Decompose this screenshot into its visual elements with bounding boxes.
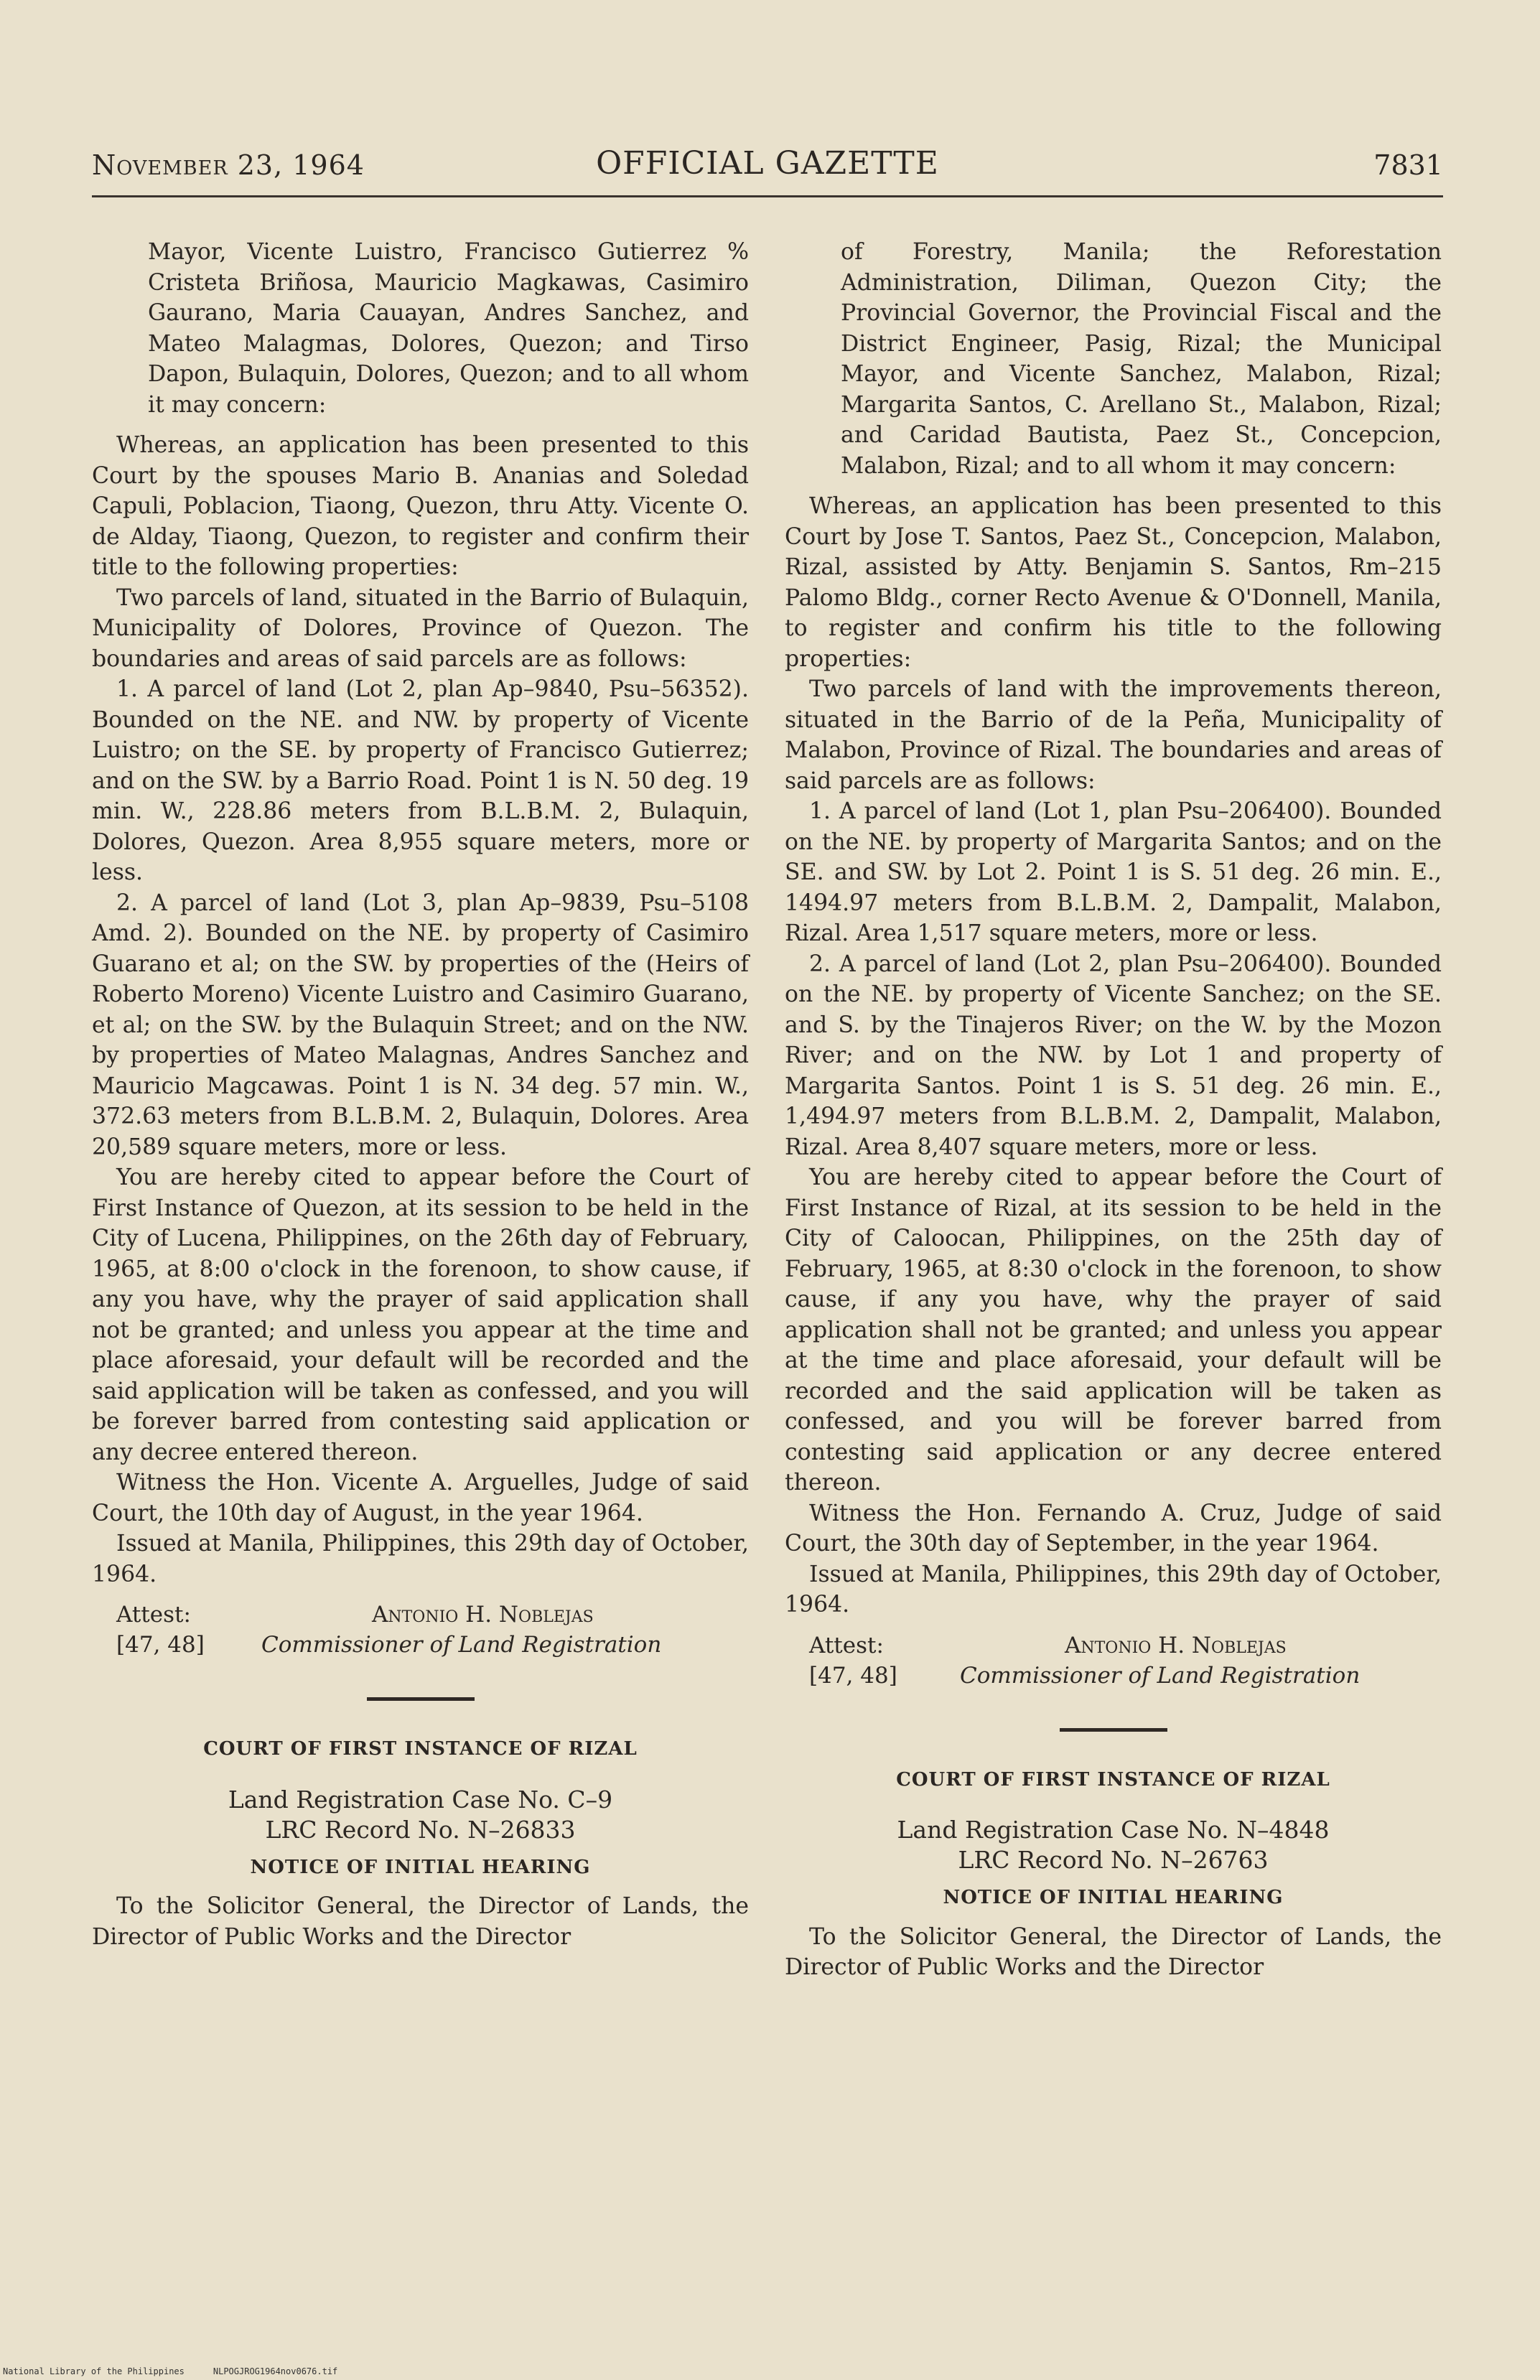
parcel-1: 1. A parcel of land (Lot 1, plan Psu–206400). Bounded on the NE. by property of Margarita Santos; and on the SE. and SW. by Lot 2. Point 1 is S. 51 deg. 26 min. E., 1494.97 meters from B.L.B.M. 2, Dampalit, Malabon, Rizal. Area 1,517 square meters, more or less. [785, 798, 1442, 946]
header-rule [92, 195, 1443, 197]
section-divider [1060, 1728, 1167, 1732]
scan-footer [3, 2366, 366, 2376]
attest-name: Antonio H. Noblejas [372, 1602, 594, 1628]
attest-label: Attest: [116, 1602, 191, 1628]
addressees: of Forestry, Manila; the Reforestation Administration, Diliman, Quezon City; the Provincial Governor, the Provincial Fiscal and the District Engineer, Pasig, Rizal; the Municipal Mayor, and Vicente Sanchez, Malabon, Rizal; Margarita Santos, C. Arellano St., Malabon, Rizal; and Caridad Bautista, Paez St., Concepcion, Malabon, Rizal; and to all whom it may concern: [841, 239, 1442, 479]
page-number: 7831 [1373, 149, 1443, 181]
issue-date: November 23, 1964 [92, 149, 365, 181]
addressees: Mayor, Vicente Luistro, Francisco Gutierrez % Cristeta Briñosa, Mauricio Magkawas, Casimiro Gaurano, Maria Cauayan, Andres Sanchez, and Mateo Malagmas, Dolores, Quezon; and Tirso Dapon, Bulaquin, Dolores, Quezon; and to all whom it may concern: [148, 239, 749, 418]
witness-paragraph: Witness the Hon. Vicente A. Arguelles, Judge of said Court, the 10th day of August, in the year 1964. [92, 1470, 749, 1526]
attest-label: Attest: [809, 1632, 884, 1658]
issue-reference: [47, 48] [116, 1632, 205, 1658]
notice-heading: NOTICE OF INITIAL HEARING [250, 1856, 591, 1878]
section-divider [367, 1697, 475, 1701]
attestation [92, 1600, 749, 1661]
addressees-intro: To the Solicitor General, the Director of Lands, the Director of Public Works and the Director [785, 1923, 1442, 1980]
parcel-2: 2. A parcel of land (Lot 3, plan Ap–9839, Psu–5108 Amd. 2). Bounded on the NE. by property of Casimiro Guarano et al; on the SW. by properties of the (Heirs of Roberto Moreno) Vicente Luistro and Casimiro Guarano, et al; on the SW. by the Bulaquin Street; and on the NW. by properties of Mateo Malagnas, Andres Sanchez and Mauricio Magcawas. Point 1 is N. 34 deg. 57 min. W., 372.63 meters from B.L.B.M. 2, Bulaquin, Dolores. Area 20,589 square meters, more or less. [92, 890, 749, 1160]
court-heading: COURT OF FIRST INSTANCE OF RIZAL [203, 1738, 638, 1760]
issued-paragraph: Issued at Manila, Philippines, this 29th day of October, 1964. [785, 1561, 1442, 1618]
page-header [92, 145, 1443, 200]
case-number: Land Registration Case No. N–4848 [897, 1816, 1330, 1844]
case-number: Land Registration Case No. C–9 [228, 1785, 613, 1814]
notice-heading: NOTICE OF INITIAL HEARING [943, 1887, 1284, 1908]
attestation [785, 1630, 1442, 1692]
footer-file: NLPOGJROG1964nov0676.tif [213, 2366, 338, 2376]
publication-title: OFFICIAL GAZETTE [596, 145, 939, 182]
lrc-record: LRC Record No. N–26763 [958, 1846, 1269, 1874]
attest-title: Commissioner of Land Registration [261, 1632, 662, 1658]
parcel-2: 2. A parcel of land (Lot 2, plan Psu–206400). Bounded on the NE. by property of Vicente Sanchez; on the SE. and S. by the Tinajeros River; on the W. by the Mozon River; and on the NW. by Lot 1 and property of Margarita Santos. Point 1 is S. 51 deg. 26 min. E., 1,494.97 meters from B.L.B.M. 2, Dampalit, Malabon, Rizal. Area 8,407 square meters, more or less. [785, 951, 1442, 1160]
left-column [92, 237, 749, 1952]
parcel-1: 1. A parcel of land (Lot 2, plan Ap–9840, Psu–56352). Bounded on the NE. and NW. by property of Vicente Luistro; on the SE. by property of Francisco Gutierrez; and on the SW. by a Barrio Road. Point 1 is N. 50 deg. 19 min. W., 228.86 meters from B.L.B.M. 2, Bulaquin, Dolores, Quezon. Area 8,955 square meters, more or less. [92, 676, 749, 885]
attest-name: Antonio H. Noblejas [1065, 1632, 1287, 1658]
lrc-record: LRC Record No. N–26833 [265, 1815, 576, 1844]
whereas-paragraph: Whereas, an application has been presented to this Court by Jose T. Santos, Paez St., Concepcion, Malabon, Rizal, assisted by Atty. Benjamin S. Santos, Rm–215 Palomo Bldg., corner Recto Avenue & O'Donnell, Manila, to register and confirm his title to the following properties: [785, 493, 1442, 672]
court-heading: COURT OF FIRST INSTANCE OF RIZAL [896, 1768, 1330, 1791]
right-column [785, 237, 1442, 1983]
parcels-intro: Two parcels of land, situated in the Barrio of Bulaquin, Municipality of Dolores, Province of Quezon. The boundaries and areas of said parcels are as follows: [92, 584, 749, 672]
citation-paragraph: You are hereby cited to appear before the Court of First Instance of Quezon, at its session to be held in the City of Lucena, Philippines, on the 26th day of February, 1965, at 8:00 o'clock in the forenoon, to show cause, if any you have, why the prayer of said application shall not be granted; and unless you appear at the time and place aforesaid, your default will be recorded and the said application will be taken as confessed, and you will be forever barred from contesting said application or any decree entered thereon. [92, 1165, 749, 1465]
addressees-intro: To the Solicitor General, the Director of Lands, the Director of Public Works and the Director [92, 1893, 749, 1950]
issue-reference: [47, 48] [809, 1662, 897, 1689]
footer-source: National Library of the Philippines [3, 2366, 185, 2376]
parcels-intro: Two parcels of land with the improvements thereon, situated in the Barrio of de la Peña, Municipality of Malabon, Province of Rizal. The boundaries and areas of said parcels are as follows: [785, 676, 1442, 794]
issued-paragraph: Issued at Manila, Philippines, this 29th day of October, 1964. [92, 1531, 749, 1587]
citation-paragraph: You are hereby cited to appear before the Court of First Instance of Rizal, at its session to be held in the City of Caloocan, Philippines, on the 25th day of February, 1965, at 8:30 o'clock in the forenoon, to show cause, if any you have, why the prayer of said application shall not be granted; and unless you appear at the time and place aforesaid, your default will be recorded and the said application will be taken as confessed, and you will be forever barred from contesting said application or any decree entered thereon. [785, 1165, 1442, 1495]
witness-paragraph: Witness the Hon. Fernando A. Cruz, Judge of said Court, the 30th day of September, in the year 1964. [785, 1500, 1442, 1557]
attest-title: Commissioner of Land Registration [960, 1662, 1361, 1689]
whereas-paragraph: Whereas, an application has been presented to this Court by the spouses Mario B. Ananias and Soledad Capuli, Poblacion, Tiaong, Quezon, thru Atty. Vicente O. de Alday, Tiaong, Quezon, to register and confirm their title to the following properties: [92, 432, 749, 580]
